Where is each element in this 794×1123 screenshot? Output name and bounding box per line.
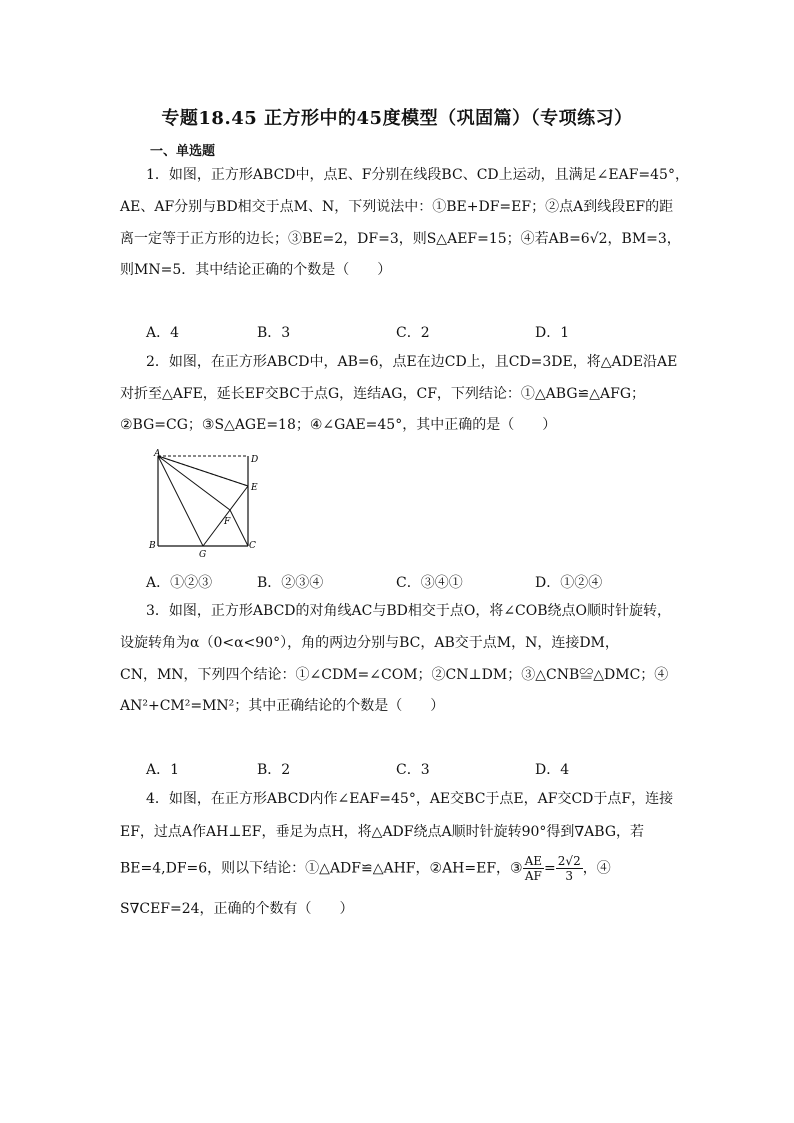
q4-line-3-text: BE=4,DF=6，则以下结论：①△ADF≌△AHF，②AH=EF，③	[120, 860, 523, 877]
q1-line-4: 则MN=5．其中结论正确的个数是（ ）	[120, 262, 392, 278]
q2-line-1: 2．如图，在正方形ABCD中，AB=6，点E在边CD上，且CD=3DE，将△ADE沿AE	[146, 354, 678, 370]
q2-option-a: A．①②③	[146, 575, 213, 591]
fraction-numerator: AE	[524, 854, 543, 868]
label-e: E	[251, 483, 258, 493]
q1-line-3: 离一定等于正方形的边长；③BE=2，DF=3，则S△AEF=15；④若AB=6√2，BM=3，	[120, 231, 681, 247]
q1-option-b: B．3	[257, 325, 291, 341]
q4-line-3-tail: ，④	[582, 860, 611, 877]
label-c: C	[249, 541, 256, 551]
fraction-value-numerator: 2√2	[557, 854, 581, 868]
fraction-value-denominator: 3	[565, 869, 574, 883]
q4-line-1: 4．如图，在正方形ABCD内作∠EAF=45°，AE交BC于点E，AF交CD于点F，连接	[146, 791, 674, 807]
label-d: D	[251, 455, 259, 465]
segment-af	[158, 456, 230, 510]
q3-option-a: A．1	[146, 762, 180, 778]
q2-option-d: D．①②④	[535, 575, 603, 591]
q3-option-d: D．4	[535, 762, 570, 778]
label-a: A	[154, 449, 161, 459]
q4-line-2: EF，过点A作AH⊥EF，垂足为点H，将△ADF绕点A顺时针旋转90°得到∇ABG，若	[120, 824, 645, 840]
q4-line-4: S∇CEF=24，正确的个数有（ ）	[120, 901, 354, 917]
q1-line-2: AE、AF分别与BD相交于点M、N，下列说法中：①BE+DF=EF；②点A到线段EF的距	[120, 199, 674, 215]
q3-line-1: 3．如图，正方形ABCD的对角线AC与BD相交于点O，将∠COB绕点O顺时针旋转，	[146, 603, 671, 619]
q3-line-2: 设旋转角为α（0<α<90°），角的两边分别与BC，AB交于点M，N，连接DM，	[120, 635, 619, 651]
q2-option-c: C．③④①	[396, 575, 463, 591]
fraction-denominator: AF	[524, 869, 542, 883]
q4-fraction-value	[556, 854, 583, 883]
q3-line-3: CN，MN，下列四个结论：①∠CDM=∠COM；②CN⊥DM；③△CNB≌△DMC；④	[120, 667, 669, 683]
q1-option-a: A．4	[146, 325, 180, 341]
q4-equals: =	[544, 860, 556, 877]
segment-fc	[230, 510, 248, 546]
q3-option-c: C．3	[396, 762, 430, 778]
q3-option-b: B．2	[257, 762, 291, 778]
label-b: B	[149, 541, 156, 551]
q2-option-b: B．②③④	[257, 575, 324, 591]
label-f: F	[224, 517, 231, 527]
q1-option-c: C．2	[396, 325, 430, 341]
q2-line-3: ②BG=CG；③S△AGE=18；④∠GAE=45°，其中正确的是（ ）	[120, 417, 557, 433]
q3-line-4: AN²+CM²=MN²；其中正确结论的个数是（ ）	[120, 698, 445, 714]
q1-option-d: D．1	[535, 325, 570, 341]
page-title: 专题18.45 正方形中的45度模型（巩固篇）（专项练习）	[161, 108, 633, 129]
q2-line-2: 对折至△AFE，延长EF交BC于点G，连结AG，CF，下列结论：①△ABG≌△AFG；	[120, 386, 646, 402]
q2-figure	[144, 448, 266, 560]
section-heading: 一、单选题	[150, 144, 216, 159]
segment-ag	[158, 456, 203, 546]
q4-fraction-ae-af	[523, 854, 544, 883]
label-g: G	[199, 550, 207, 560]
q4-line-3	[120, 854, 611, 883]
segment-ae	[158, 456, 248, 486]
q1-line-1: 1．如图，正方形ABCD中，点E、F分别在线段BC、CD上运动，且满足∠EAF=45°，	[146, 167, 689, 183]
